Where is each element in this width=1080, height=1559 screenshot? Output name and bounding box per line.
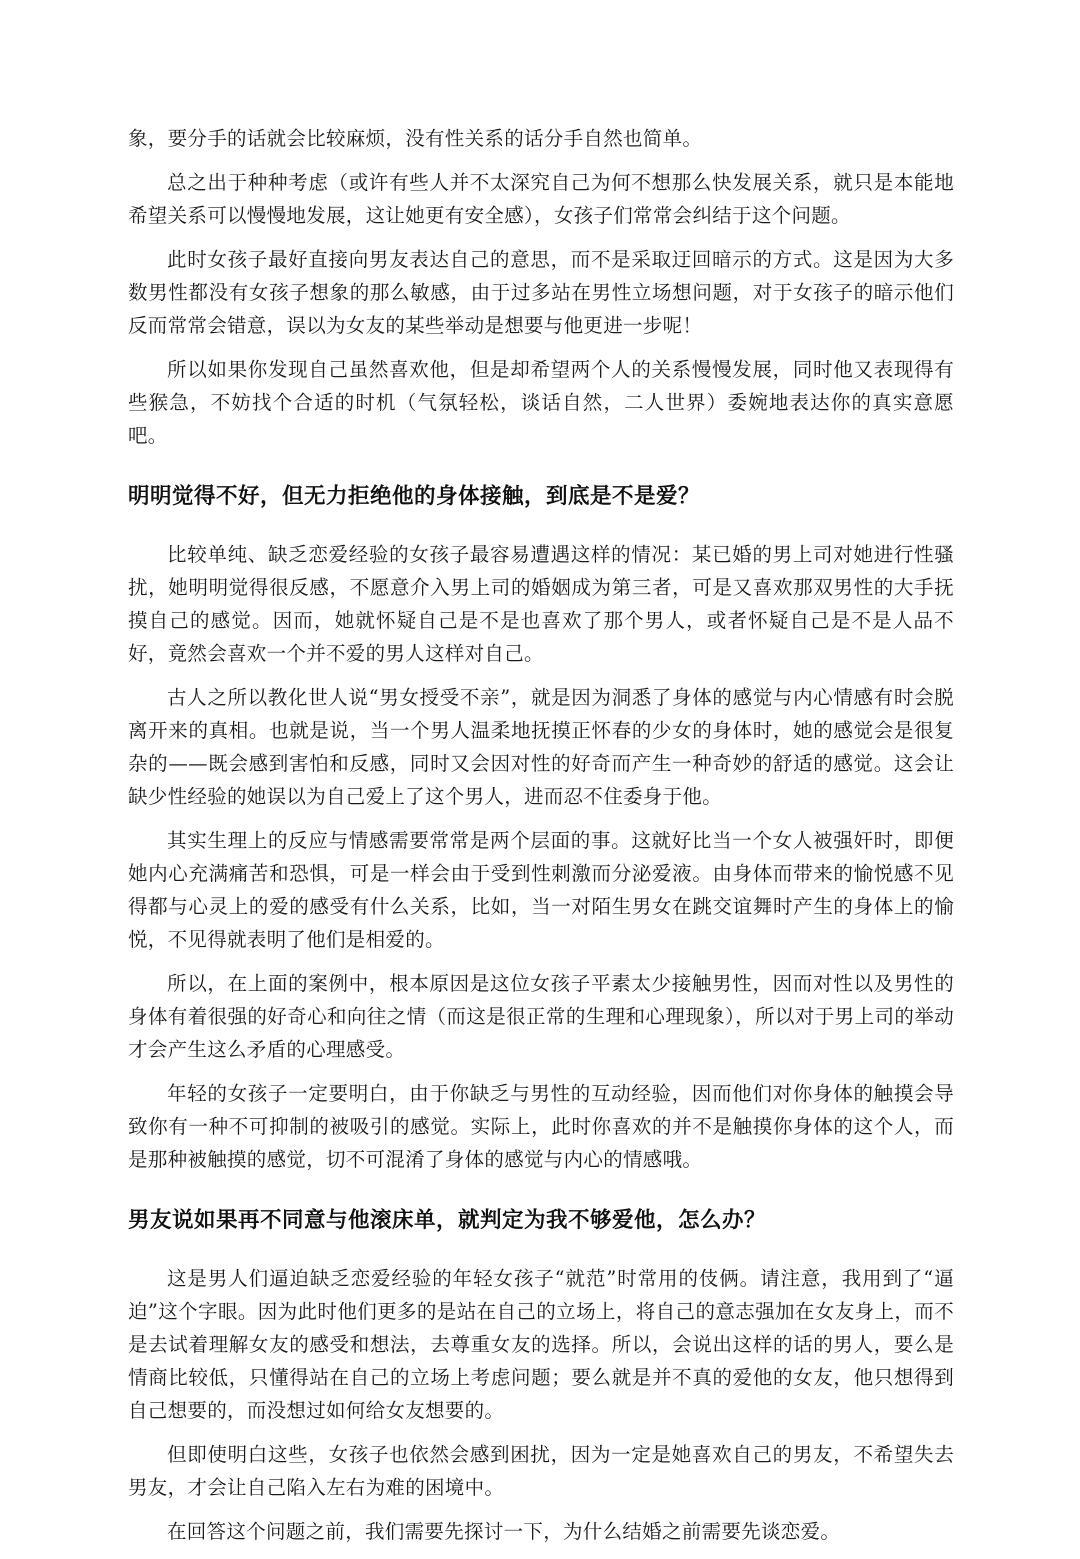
- intro-paragraph-4: 所以如果你发现自己虽然喜欢他，但是却希望两个人的关系慢慢发展，同时他又表现得有些猴急，不妨找个合适的时机（气氛轻松，谈话自然，二人世界）委婉地表达你的真实意愿吧。: [128, 358, 954, 447]
- section-1-heading: 明明觉得不好，但无力拒绝他的身体接触，到底是不是爱？: [128, 484, 701, 509]
- document-page: [128, 122, 954, 1559]
- intro-paragraph-3: 此时女孩子最好直接向男友表达自己的意思，而不是采取迂回暗示的方式。这是因为大多数男性都没有女孩子想象的那么敏感，由于过多站在男性立场想问题，对于女孩子的暗示他们反而常常会错意，误以为女友的某些举动是想要与他更进一步呢！: [128, 248, 954, 337]
- intro-paragraph-1: 象，要分手的话就会比较麻烦，没有性关系的话分手自然也简单。: [128, 127, 703, 150]
- section-1-paragraph-4: 所以，在上面的案例中，根本原因是这位女孩子平素太少接触男性，因而对性以及男性的身体有着很强的好奇心和向往之情（而这是很正常的生理和心理现象），所以对于男上司的举动才会产生这么矛盾的心理感受。: [128, 972, 954, 1061]
- section-1-paragraph-2: 古人之所以教化世人说“男女授受不亲”，就是因为洞悉了身体的感觉与内心情感有时会脱离开来的真相。也就是说，当一个男人温柔地抚摸正怀春的少女的身体时，她的感觉会是很复杂的——既会感到害怕和反感，同时又会因对性的好奇而产生一种奇妙的舒适的感觉。这会让缺少性经验的她误以为自己爱上了这个男人，进而忍不住委身于他。: [128, 686, 954, 808]
- section-1-paragraph-5: 年轻的女孩子一定要明白，由于你缺乏与男性的互动经验，因而他们对你身体的触摸会导致你有一种不可抑制的被吸引的感觉。实际上，此时你喜欢的并不是触摸你身体的这个人，而是那种被触摸的感觉，切不可混淆了身体的感觉与内心的情感哦。: [128, 1082, 954, 1171]
- section-2-paragraph-1: 这是男人们逼迫缺乏恋爱经验的年轻女孩子“就范”时常用的伎俩。请注意，我用到了“逼迫”这个字眼。因为此时他们更多的是站在自己的立场上，将自己的意志强加在女友身上，而不是去试着理解女友的感受和想法，去尊重女友的选择。所以，会说出这样的话的男人，要么是情商比较低，只懂得站在自己的立场上考虑问题；要么就是并不真的爱他的女友，他只想得到自己想要的，而没想过如何给女友想要的。: [128, 1267, 954, 1422]
- section-2-heading: 男友说如果再不同意与他滚床单，就判定为我不够爱他，怎么办？: [128, 1208, 767, 1233]
- section-1-paragraph-3: 其实生理上的反应与情感需要常常是两个层面的事。这就好比当一个女人被强奸时，即便她内心充满痛苦和恐惧，可是一样会由于受到性刺激而分泌爱液。由身体而带来的愉悦感不见得都与心灵上的爱的感受有什么关系，比如，当一对陌生男女在跳交谊舞时产生的身体上的愉悦，不见得就表明了他们是相爱的。: [128, 829, 954, 951]
- section-2-paragraph-3: 在回答这个问题之前，我们需要先探讨一下，为什么结婚之前需要先谈恋爱。: [167, 1520, 841, 1543]
- section-1-paragraph-1: 比较单纯、缺乏恋爱经验的女孩子最容易遭遇这样的情况：某已婚的男上司对她进行性骚扰，她明明觉得很反感，不愿意介入男上司的婚姻成为第三者，可是又喜欢那双男性的大手抚摸自己的感觉。因而，她就怀疑自己是不是也喜欢了那个男人，或者怀疑自己是不是人品不好，竟然会喜欢一个并不爱的男人这样对自己。: [128, 543, 954, 665]
- section-2-paragraph-2: 但即使明白这些，女孩子也依然会感到困扰，因为一定是她喜欢自己的男友，不希望失去男友，才会让自己陷入左右为难的困境中。: [128, 1443, 954, 1499]
- intro-paragraph-2: 总之出于种种考虑（或许有些人并不太深究自己为何不想那么快发展关系，就只是本能地希望关系可以慢慢地发展，这让她更有安全感），女孩子们常常会纠结于这个问题。: [128, 171, 954, 227]
